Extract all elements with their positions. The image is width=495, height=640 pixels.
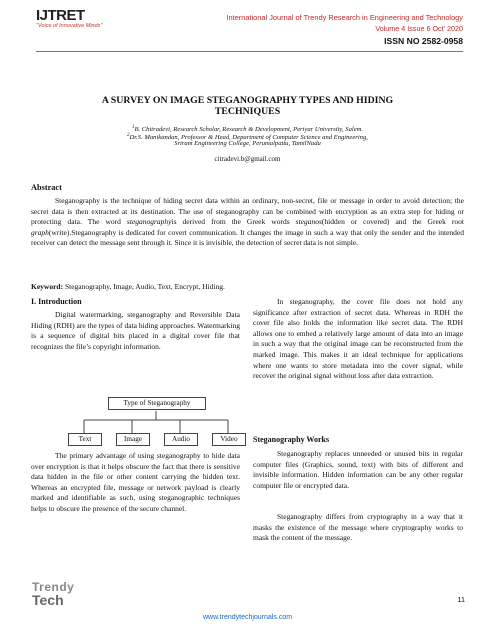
trendytech-logo-line-1: Trendy [32, 580, 75, 594]
abstract-text-d: (write).Steganography is dedicated for covert communication. It changes the image in such a way that only the sender and the intended receiver can detect the message sent through it. Since it is invisible, the detection of secret data is not simple. [31, 227, 464, 248]
trendytech-logo [32, 581, 86, 609]
diagram-node-image: Image [116, 433, 150, 446]
steganography-types-diagram [66, 388, 246, 450]
right-col-para-2 [253, 449, 463, 491]
journal-logo [36, 8, 156, 34]
keywords-text: Steganography, Image, Audio, Text, Encrypt, Hiding. [63, 282, 225, 291]
title-line-1: A SURVEY ON IMAGE STEGANOGRAPHY TYPES AND HIDING [101, 95, 394, 106]
right-col-para-3 [253, 512, 463, 544]
abstract-body [31, 196, 464, 249]
right-p3-text: Steganography differs from cryptography in a way that it masks the existence of the message where cryptography works to mask the content of the message. [253, 512, 463, 543]
intro-p1-text: Digital watermarking, steganography and Reversible Data Hiding (RDH) are the types of data hiding approaches. Watermarking is a sequence of digital bits placed in a digital cover file that recognizes the file’s copyright information. [31, 310, 240, 351]
abstract-term-2: steganos [295, 217, 322, 227]
page-number: 11 [457, 595, 465, 604]
issn: ISSN NO 2582-0958 [384, 36, 463, 46]
diagram-node-audio: Audio [164, 433, 198, 446]
abstract-text-c: (hidden or covered) and the Greek root [321, 217, 464, 227]
footer-url[interactable]: www.trendytechjournals.com [202, 614, 293, 621]
logo-tagline: "Voice of Innovative Minds" [36, 23, 103, 29]
intro-para-2 [31, 451, 240, 515]
abstract-heading: Abstract [31, 183, 62, 192]
author-2-sup: 2 [127, 133, 130, 138]
journal-name: International Journal of Trendy Research in Engineering and Technology [226, 13, 463, 22]
abstract-term-3: graph [31, 227, 49, 237]
title-line-2: TECHNIQUES [214, 106, 281, 117]
right-col-para-1 [253, 297, 463, 382]
author-email: citradevi.b@gmail.com [214, 155, 281, 163]
works-heading: Steganography Works [253, 435, 330, 444]
abstract-term-1: steganography [126, 217, 172, 227]
keywords-label: Keyword: [31, 282, 64, 291]
header-rule [36, 51, 463, 52]
paper-title [40, 95, 455, 117]
intro-para-1 [31, 310, 240, 352]
author-2-text: Dr.S. Manikandan, Professor & Head, Department of Computer Science and Engineering, [129, 134, 368, 142]
diagram-root-node: Type of Steganography [108, 397, 206, 410]
diagram-node-text: Text [68, 433, 102, 446]
logo-text: IJTRET [36, 7, 85, 24]
abstract-text-b: is derived from the Greek words [171, 217, 296, 227]
diagram-node-video: Video [212, 433, 246, 446]
author-1-sup: 1 [131, 125, 135, 130]
abstract-text-a: Steganography is the technique of hiding secret data within an ordinary, non-secret, file or message in order to avoid detection; the secret data is then extracted at its destination. The use of steganography can be combined with encryption as an extra step for hiding or protecting data. The word [31, 196, 464, 227]
intro-heading: I. Introduction [31, 297, 82, 306]
affiliation: Sriram Engineering College, Perumalpattu, TamilNadu [174, 140, 321, 147]
right-p2-text: Steganography replaces unneeded or unused bits in regular computer files (Graphics, sound, text) with bits of different and invisible information. Hidden information can be any other regular computer file or encrypted data. [253, 449, 463, 490]
keywords [31, 282, 464, 291]
intro-p2-text: The primary advantage of using steganography to hide data over encryption is that it helps obscure the fact that there is sensitive data hidden in the file or other content carrying the hidden text. Whereas an encrypted file, message or network payload is clearly marked and identifiable as such, using steganographic techniques helps to obscure the presence of the secure channel. [31, 451, 240, 513]
trendytech-logo-line-2: Tech [32, 592, 64, 608]
volume-issue: Volume 4 Issue 6 Oct' 2020 [375, 24, 463, 33]
right-p1-text: In steganography, the cover file does not hold any significance after extraction of secret data. Whereas in RDH the cover file also holds the information like secret data. The RDH allows one to embed a relatively large amount of data into an image in such a way that the original image can be reconstructed from the marked image. This makes it an ideal technique for applications where one wants to store metadata into the cover signal, while recover the original signal without loss after data extraction. [253, 297, 463, 381]
author-1-text: B. Chitradevi, Research Scholar, Research & Development, Periyar University, Salem. [134, 126, 364, 134]
